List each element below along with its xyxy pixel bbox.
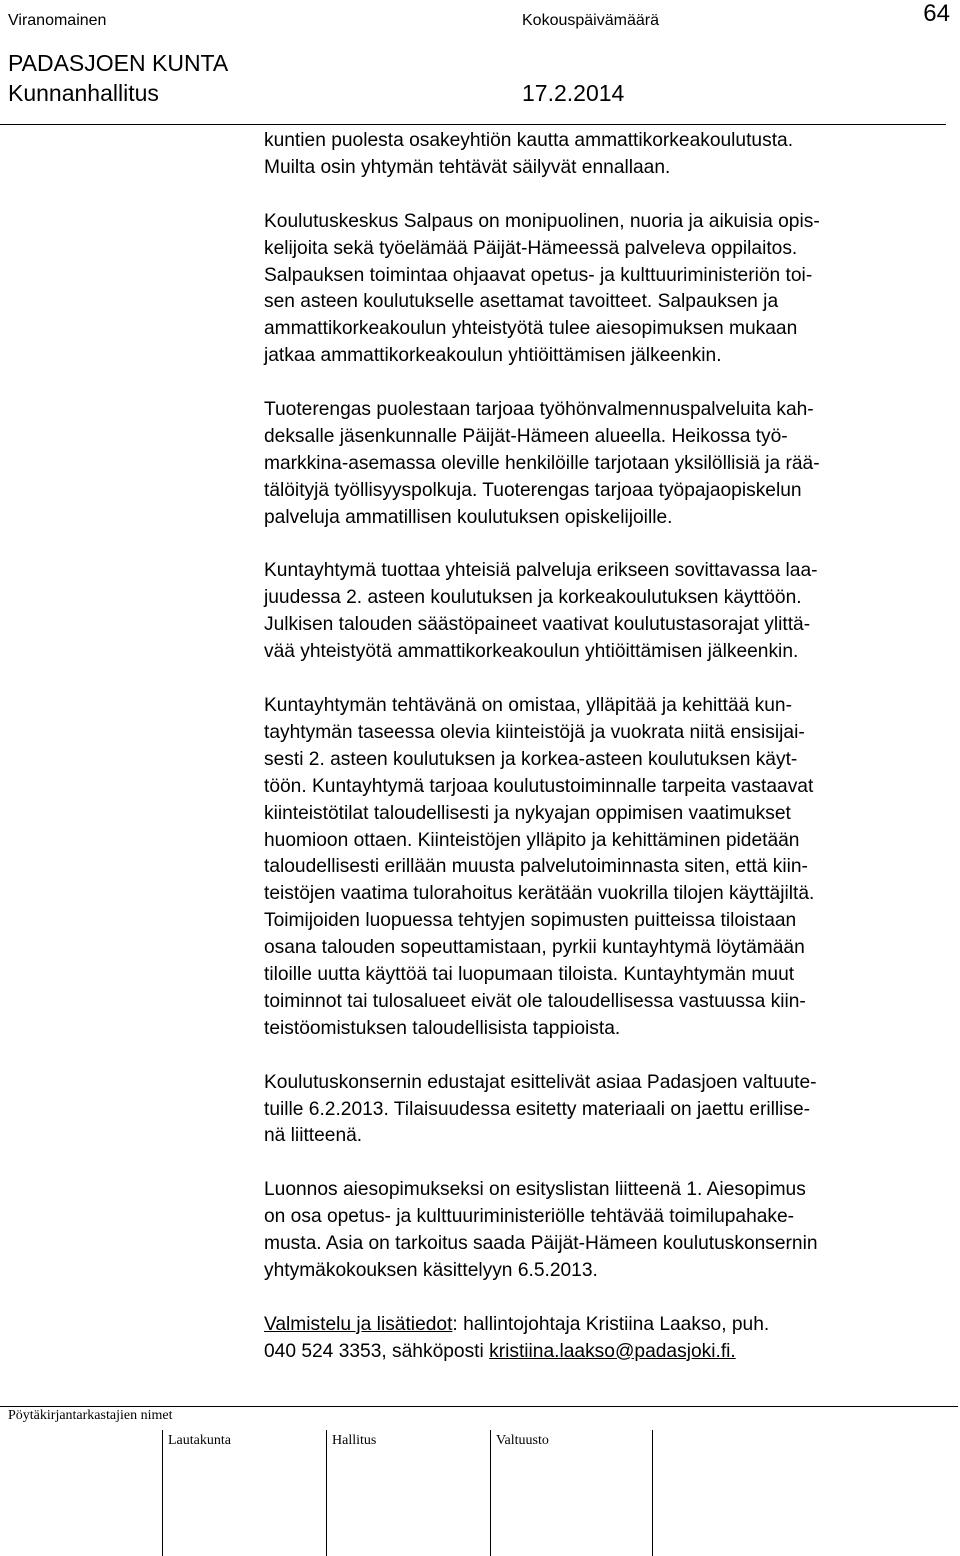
document-body (264, 128, 954, 1392)
organization-name: PADASJOEN KUNTA (8, 50, 229, 76)
footer-divider (652, 1430, 653, 1556)
header-rule (0, 124, 946, 125)
paragraph: Kuntayhtymän tehtävänä on omistaa, ylläpitää ja kehittää kun- tayhtymän taseessa olevia kiinteistöjä ja vuokrata niitä ensisijai- sesti 2. asteen koulutuksen ja korkea-asteen koulutuksen käyt- töön. Kuntayhtymä tarjoaa koulutustoiminnalle tarpeita vastaavat kiinteistötilat taloudellisesti ja nykyajan oppimisen vaatimukset huomioon ottaen. Kiinteistöjen ylläpito ja kehittäminen pidetään taloudellisesti erillään muusta palvelutoiminnasta siten, että kiin- teistöjen vaatima tulorahoitus kerätään vuokrilla tilojen käyttäjiltä. Toimijoiden luopuessa tehtyjen sopimusten puitteissa tiloistaan osana talouden sopeuttamistaan, pyrkii kuntayhtymä löytämään tiloille uutta käyttöä tai luopumaan tiloista. Kuntayhtymän muut toiminnot tai tulosalueet eivät ole taloudellisessa vastuussa kiin- teistöomistuksen taloudellisista tappioista. (264, 694, 815, 1039)
footer-col-hallitus: Hallitus (332, 1433, 377, 1448)
footer-col-lautakunta: Lautakunta (168, 1433, 231, 1448)
footer-title: Pöytäkirjantarkastajien nimet (8, 1408, 173, 1423)
page-number: 64 (923, 0, 950, 27)
contact-phone-text: 040 524 3353, sähköposti (264, 1340, 490, 1362)
meeting-date-label: Kokouspäivämäärä (522, 12, 659, 29)
footer-divider (326, 1430, 327, 1556)
paragraph: Tuoterengas puolestaan tarjoaa työhönvalmennuspalveluita kah- deksalle jäsenkunnalle Päijät-Hämeen alueella. Heikossa työ- markkina-asemassa oleville henkilöille tarjotaan yksilöllisiä ja rää- tälöityjä työllisyyspolkuja. Tuoterengas tarjoaa työpajaopiskelun palveluja ammatillisen koulutuksen opiskelijoille. (264, 399, 820, 528)
email-link[interactable]: kristiina.laakso@padasjoki.fi. (489, 1340, 736, 1362)
paragraph: kuntien puolesta osakeyhtiön kautta ammattikorkeakoulutusta. Muilta osin yhtymän tehtävät säilyvät ennallaan. (264, 130, 794, 178)
contact-label: Valmistelu ja lisätiedot (264, 1313, 453, 1335)
contact-text: : hallintojohtaja Kristiina Laakso, puh. (452, 1313, 770, 1335)
footer-divider (490, 1430, 491, 1556)
footer-divider (162, 1430, 163, 1556)
contact-paragraph (264, 1312, 954, 1366)
authority-label: Viranomainen (8, 12, 107, 29)
paragraph: Koulutuskonsernin edustajat esittelivät asiaa Padasjoen valtuute- tuille 6.2.2013. Tilaisuudessa esitetty materiaali on jaettu erillise- nä liitteenä. (264, 1071, 817, 1147)
paragraph: Koulutuskeskus Salpaus on monipuolinen, nuoria ja aikuisia opis- kelijoita sekä työelämää Päijät-Hämeessä palveleva oppilaitos. Salpauksen toimintaa ohjaavat opetus- ja kulttuuriministeriön toi- sen asteen koulutukselle asettamat tavoitteet. Salpauksen ja ammattikorkeakoulun yhteistyötä tulee aiesopimuksen mukaan jatkaa ammattikorkeakoulun yhtiöittämisen jälkeenkin. (264, 210, 820, 367)
paragraph: Kuntayhtymä tuottaa yhteisiä palveluja erikseen sovittavassa laa- juudessa 2. asteen koulutuksen ja korkeakoulutuksen käyttöön. Julkisen talouden säästöpaineet vaativat koulutustasorajat ylittä- vää yhteistyötä ammattikorkeakoulun yhtiöittämisen jälkeenkin. (264, 560, 818, 663)
footer-rule (0, 1406, 958, 1407)
board-name: Kunnanhallitus (8, 80, 159, 106)
footer-col-valtuusto: Valtuusto (496, 1433, 549, 1448)
meeting-date: 17.2.2014 (522, 80, 625, 106)
paragraph: Luonnos aiesopimukseksi on esityslistan liitteenä 1. Aiesopimus on osa opetus- ja kulttuuriministeriölle tehtävää toimilupahake- musta. Asia on tarkoitus saada Päijät-Hämeen koulutuskonsernin yhtymäkokouksen käsittelyyn 6.5.2013. (264, 1179, 818, 1281)
